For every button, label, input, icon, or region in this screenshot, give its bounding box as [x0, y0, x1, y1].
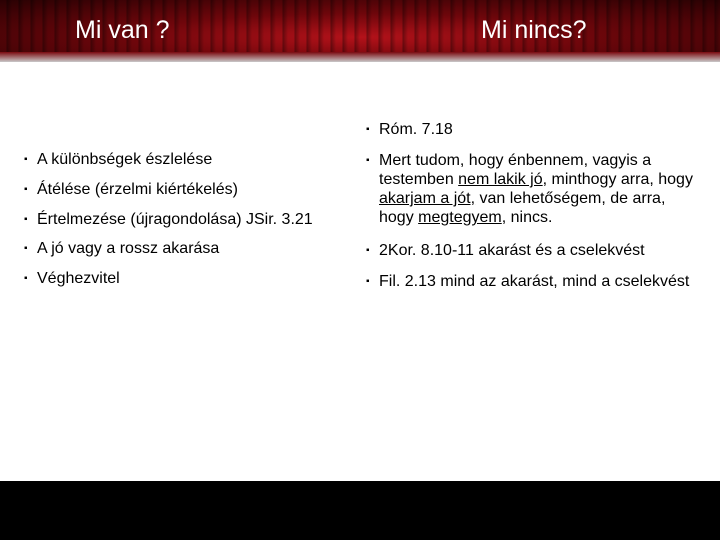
bullet-icon: ▪ — [24, 243, 28, 254]
bullet-icon: ▪ — [24, 214, 28, 225]
list-item: ▪ 2Kor. 8.10-11 akarást és a cselekvést — [366, 242, 645, 259]
list-item: ▪ Fil. 2.13 mind az akarást, mind a cselekvést — [366, 273, 690, 290]
bullet-icon: ▪ — [24, 154, 28, 165]
underlined-text: megtegyem — [418, 209, 502, 226]
left-column — [24, 150, 354, 288]
title-bar — [0, 0, 720, 62]
underlined-text: akarjam a jót, — [379, 190, 476, 207]
bullet-icon: ▪ — [366, 155, 370, 166]
bullet-icon: ▪ — [366, 124, 370, 135]
list-item: ▪ Véghezvitel — [24, 270, 120, 287]
right-column — [366, 120, 696, 291]
bullet-icon: ▪ — [366, 276, 370, 287]
title-bar-fade — [0, 52, 720, 62]
list-item: ▪ Mert tudom, hogy énbennem, vagyis a testemben nem lakik jó, minthogy arra, hogy akarjam a jót, van lehetőségem, de arra, hogy megtegyem, nincs. — [366, 152, 693, 226]
bullet-icon: ▪ — [366, 245, 370, 256]
left-title: Mi van ? — [75, 16, 170, 44]
list-item: ▪ Róm. 7.18 — [366, 121, 453, 138]
bullet-icon: ▪ — [24, 184, 28, 195]
list-item: ▪ A különbségek észlelése — [24, 151, 213, 168]
footer-bar — [0, 481, 720, 540]
underlined-text: nem lakik jó — [458, 171, 543, 188]
list-item: ▪ A jó vagy a rossz akarása — [24, 240, 220, 257]
list-item: ▪ Értelmezése (újragondolása) JSir. 3.21 — [24, 211, 313, 228]
list-item: ▪ Átélése (érzelmi kiértékelés) — [24, 181, 238, 198]
right-title: Mi nincs? — [481, 16, 587, 44]
bullet-icon: ▪ — [24, 273, 28, 284]
